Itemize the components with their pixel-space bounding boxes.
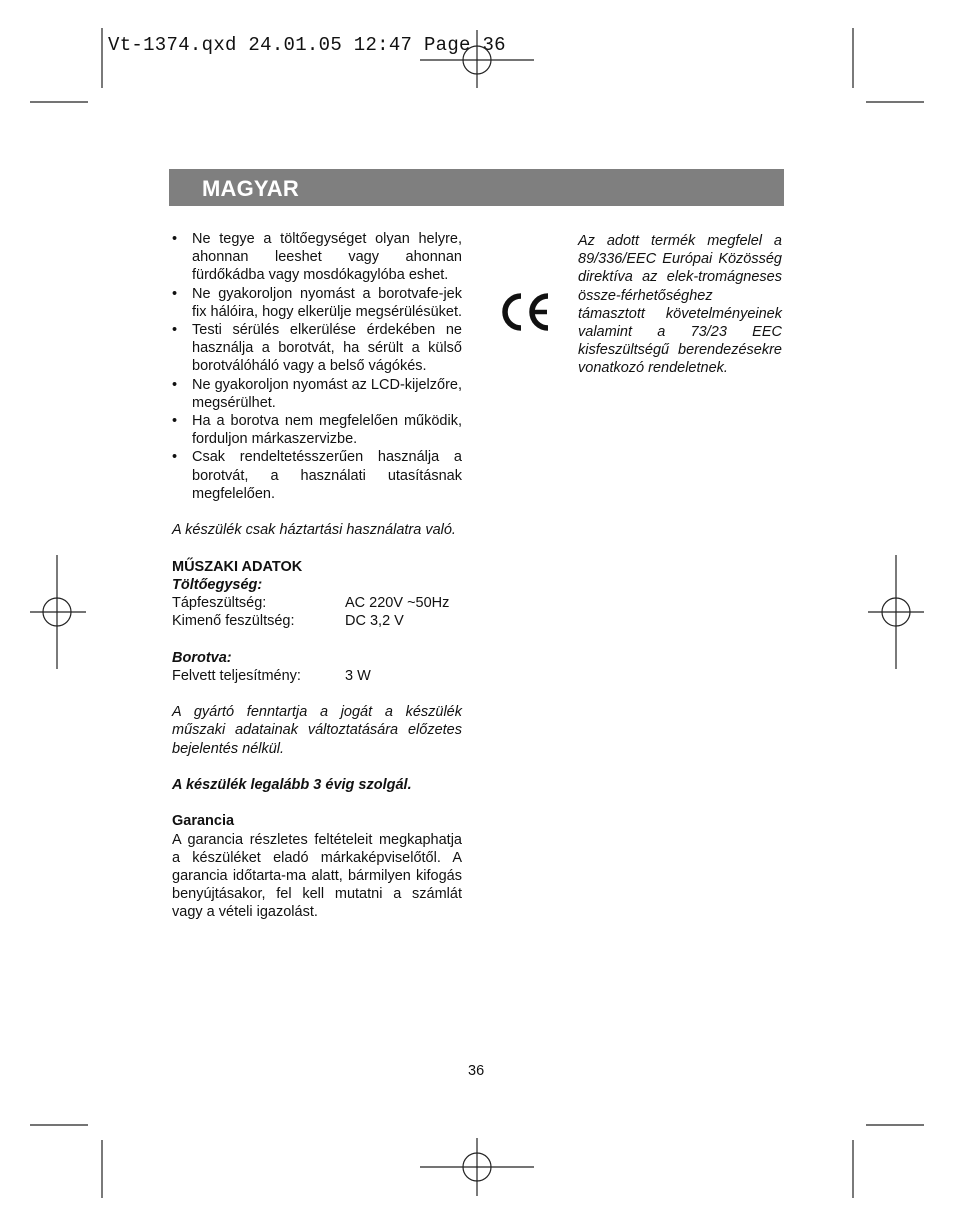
list-item-text: Testi sérülés elkerülése érdekében ne használja a borotvát, ha sérült a külső borotválóháló vagy a belső vágókés. [192, 322, 462, 375]
charger-heading: Töltőegység: [172, 576, 263, 593]
specs-heading: MŰSZAKI ADATOK [172, 558, 303, 575]
list-item-text: Ne gyakoroljon nyomást az LCD-kijelzőre, megsérülhet. [192, 376, 462, 411]
spec-value: AC 220V ~50Hz [345, 595, 450, 612]
list-item [172, 285, 462, 321]
bullet-icon: • [172, 285, 178, 302]
bullet-icon: • [172, 322, 178, 339]
spec-label: Tápfeszültség: [172, 595, 267, 612]
list-item [172, 376, 462, 412]
bullet-icon: • [172, 449, 178, 466]
warranty-heading: Garancia [172, 813, 235, 830]
list-item [172, 448, 462, 503]
spec-row [172, 594, 462, 612]
page-number: 36 [468, 1063, 485, 1079]
shaver-heading: Borotva: [172, 649, 232, 666]
list-item [172, 321, 462, 376]
list-item [172, 412, 462, 448]
section-banner [169, 169, 784, 206]
print-slug-line: Vt-1374.qxd 24.01.05 12:47 Page 36 [108, 34, 506, 56]
household-use-note: A készülék csak háztartási használatra való. [172, 522, 456, 539]
spec-value: DC 3,2 V [345, 613, 404, 630]
spec-value: 3 W [345, 667, 371, 684]
bullet-icon: • [172, 231, 178, 247]
list-item-text: Ne gyakoroljon nyomást a borotvafe-jek fix hálóira, hogy elkerülje megsérülésüket. [192, 285, 462, 320]
list-item-text: Ne tegye a töltőegységet olyan helyre, ahonnan leeshet vagy ahonnan fürdőkádba vagy mosdókagylóba eshet. [192, 231, 462, 284]
list-item-text: Csak rendeltetésszerűen használja a borotvát, a használati utasításnak megfelelően. [192, 449, 462, 502]
section-title: MAGYAR [202, 176, 299, 201]
spec-row [172, 667, 462, 685]
spec-label: Felvett teljesítmény: [172, 667, 301, 684]
ce-conformity-statement: Az adott termék megfelel a 89/336/EEC Európai Közösség direktíva az elek-tromágneses össze-férhetőséghez támasztott követelményeinek valamint a 73/23 EEC kisfeszültségű berendezésekre vonatkozó rendeletnek. [578, 233, 782, 377]
service-life-note: A készülék legalább 3 évig szolgál. [172, 777, 412, 794]
spec-label: Kimenő feszültség: [172, 613, 295, 630]
manufacturer-note: A gyártó fenntartja a jogát a készülék műszaki adatainak változtatására előzetes bejelentés nélkül. [172, 704, 462, 757]
list-item [172, 230, 462, 285]
spec-row [172, 612, 462, 630]
left-column [172, 230, 462, 922]
ce-mark-icon [500, 290, 554, 334]
safety-bullet-list [172, 230, 462, 503]
bullet-icon: • [172, 376, 178, 393]
list-item-text: Ha a borotva nem megfelelően működik, forduljon márkaszervizbe. [192, 413, 462, 448]
warranty-text: A garancia részletes feltételeit megkaphatja a készüléket eladó márkaképviselőtől. A garancia időtarta-ma alatt, bármilyen kifogás benyújtásakor, fel kell mutatni a számlát vagy a vételi igazolást. [172, 831, 462, 921]
bullet-icon: • [172, 413, 178, 430]
